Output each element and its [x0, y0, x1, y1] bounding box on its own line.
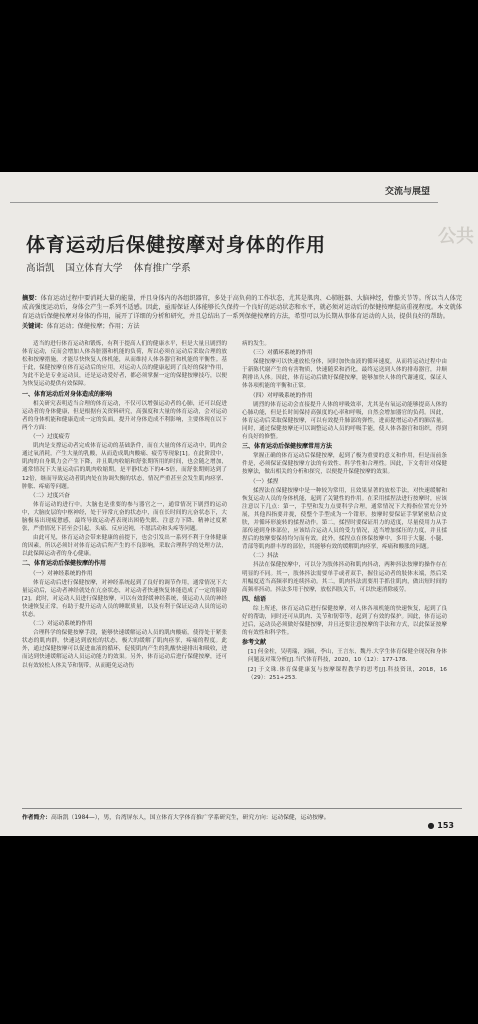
- subheading: （一）对神经系统的作用: [30, 570, 93, 577]
- body-columns: [22, 340, 462, 810]
- author-department: 体育推广学系: [133, 263, 191, 274]
- author-affiliation: 国立体育大学: [65, 263, 123, 274]
- paragraph: 揉捏法在保健按摩中是一种较为常用，且效果显著的放松手法，对快速缓解和恢复运动人员的身体机能，起到了关键性的作用。在采用揉捏法进行按摩时，应该注意以下几点：第一，手型和发力点要科学合理，通常情况下大拇指位置充分外展，其他四指要并拢，使整个手型成为一个钳形。按摩时要保证手掌紧密贴合皮肤，并循环形旋转的揉捏动作。第二，揉捏时要保证用力的适度，尽量使用力从手部传递到身体部位，应该结合运动人员的受力情况，适当增加揉压的力度，并且揉捏后的按摩要保持均匀而有效。此外，揉捏点在体保按摩中，多用于大腿、小腿、背部等肌肉群丰厚的部位，其能够有效的缓解肌肉痉挛，疼痛和酸胀的问题。: [242, 487, 447, 551]
- abstract: [22, 294, 462, 331]
- paragraph: 相关研究表明适当合理的体育运动，不仅可以增强运动者的心肺，还可以促进运动者的身体健康，但是根据有关资料研究，高强度和大量的体育运动，会对运动者的身体机能和健康造成一定的负面，提升对身体造成不利影响，主要体现在以下两个方面：: [22, 400, 227, 431]
- keywords-label: 关键词：: [22, 323, 47, 330]
- paragraph: 掌握正确的体育运动后保健按摩，起到了极为重要的意义和作用，但是而前条件是，必须保证保健按摩方法的有效性、科学性和合理性。因此，下文将针对保健按摩法，做出相关的分析和探究，以便提升保健按摩的效果。: [242, 453, 447, 476]
- keywords-text: 体育运动；保健按摩；作用；方法: [46, 323, 140, 330]
- paragraph: 剧烈的体育运动会直接提升人体的呼吸效率，尤其是有氧运动能够提高人体的心肺功能，但是长时间保持高强度的心率和呼吸，自然会增加器官的负荷。因此，体育运动后采取保健按摩，可以有效提升肺部的弹性，进而提增运动者的肺活量。同时，通过保健按摩还可以调整运动人员的呼吸手能，使人体各器官和组织，得到有良好的修整。: [242, 401, 447, 441]
- paragraph: 体育运动的进行中，大脑也是重要的参与器官之一，通常情况下剧烈的运动中，大脑皮层的中枢神经，处于异常亢奋的状态中，而在长时间的亢奋状态下，大脑极易出现疲惫感，最终导致运动者表现出困倦失眠、注意力下降、精神过度紧张，严重情况下甚至会引起，头痛、反应迟钝，不愿活动和头疼等问题。: [22, 501, 227, 533]
- paragraph: 体育运动后进行保健按摩，对神经系统起到了良好的调节作用，通常情况下大量运动后，运动者神经就处在亢奋状态，对运动者快速恢复体能造成了一定的阻碍[2]。此时，对运动人员进行保健按摩，可以有效舒缓神经系统，使运动人员的神经快速恢复正常，有助于提升运动人员的睡眠质量，以及有利于保证运动人员的运动状态。: [22, 579, 227, 618]
- section-heading-3: 三、体育运动后保健按摩常用方法: [242, 443, 333, 451]
- section-label: 交流与展望: [384, 187, 430, 197]
- footnote-label: 作者简介：: [22, 815, 51, 821]
- subheading: （三）对循环系统的作用: [250, 350, 313, 357]
- author-name: 高诣凯: [26, 263, 55, 274]
- footnote-text: 高诣凯（1984—），男，台湾屏东人，国立体育大学体育推广学系研究生，研究方向：运动保健，运动按摩。: [51, 815, 330, 821]
- subheading: （二）对运动系统的作用: [30, 621, 93, 628]
- subheading: （二）抖法: [250, 553, 279, 560]
- section-heading-2: 二、体育运动后保健按摩的作用: [22, 560, 107, 568]
- header-rule: [10, 202, 438, 203]
- paragraph: 肌肉是支撑运动者完成体育运动的基础条件，而在大量的体育运动中，肌肉会通过氧消耗，产生大量的乳酸，从而造成肌肉酸痛、疲劳等现象[1]。在此阶段中，肌肉的自身肌力会产生下降，并且肌肉收缩和舒张期所用的时间，也会随之增加，通常情况下大量运动后的肌肉收缩期，是平静状态下的4-5倍，而舒张期则达到了12倍，继而导致运动者肌肉处在协调失衡的状态，情况严重甚至会发生肌肉痉挛、肿胀、疼痛等问题。: [22, 443, 227, 490]
- paragraph: 抖法在保健按摩中，可以分为肢体抖动和肌肉抖动，两种抖法按摩的操作存在明显的不同。其一，肢体抖法需要单手或者双手，握住运动者的肢体末端，然后采用幅度适当高频率的连续抖动。其二，肌肉抖法需要用手抓住肌肉，做出短时间的高频率抖动。抖法多用于按摩，放松四肢关节，可以快速消除疲劳。: [242, 562, 447, 593]
- subheading: （一）揉捏: [250, 478, 279, 485]
- author-footnote: [22, 808, 462, 821]
- page-number: ● 153: [427, 821, 454, 830]
- paragraph: 由此可见，体育运动会带来健康的前提下，也会引发出一系列不利于身体健康的因素，所以必须针对体育运动后所产生的不良影响，采取合理科学的处理方法，以此保障运动者的身心健康。: [22, 535, 227, 558]
- section-heading-4: 四、结语: [242, 595, 267, 603]
- subheading: （四）对呼吸系统的作用: [250, 392, 313, 399]
- reference-item: [1] 何金柱，吴明瑞，刘硕，李山，王言东，魏丹.大学生体育保健全现况和身体问题及对策分析[J].当代体育科技，2020，10（12）：177-178.: [248, 649, 447, 664]
- paragraph: 病的发生。: [242, 341, 270, 347]
- subheading: （一）过度疲劳: [30, 434, 70, 441]
- section-heading-1: 一、体育运动后对身体造成的影响: [22, 390, 113, 398]
- paragraph: 综上所述，体育运动后进行保健按摩，对人体各项机能的快速恢复，起到了良好的帮助，同时还可从肌肉、关节和韧带等，起到了有效的保护。因此，体育运动过后，运动员必须做好保健按摩，并且还要注意按摩的手法和方式，以此保证按摩的有效性和科学性。: [242, 605, 447, 637]
- right-column: [242, 340, 447, 810]
- page-marker-icon: ●: [427, 821, 435, 830]
- abstract-text: 体育运动过程中要消耗大量的能量，并且身体内的各组织器官，多处于高负荷的工作状态，尤其是肌肉、心肺脏器、大脑神经，骨骼关节等。所以当人体完成高强度运动后，身体会产生一系列不适感。因此，亟需保证人体能够长久保持一个良好的运动状态和水平，就必须对运动后的保健按摩提高重视程度。本文就体育运动后保健按摩对身体的作用，展开了详细的分析和研究，并且总结出了一系列保健按摩的方法，希望可以为长期从事体育运动的人员，提供良好的帮助。: [22, 295, 462, 320]
- intro-paragraph: 适当的进行体育运动和锻炼，有利于提高人们的健康水平，但是大量且剧烈的体育运动，反而会增加人体各脏器和机能的负荷，所以必须在运动后采取合理的放松和按摩措施，才能尽快恢复人体机能，从而维持人体各器官和机能的平衡性。基于此，保健按摩在体育运动后的应用，对运动人员的健康起到了良好的保护作用，为此不论是专业运动员，还是运动爱好者，都必须掌握一定的保健按摩技巧，以便为恢复运动提供有效保障。: [22, 341, 227, 388]
- author-line: [26, 260, 199, 274]
- left-column: [22, 340, 227, 810]
- bleed-through-text: 公共: [438, 226, 474, 247]
- article-title: 体育运动后保健按摩对身体的作用: [26, 234, 327, 256]
- paragraph: 保健按摩可以快速放松身体，同时加快血液的循环速度，从而将运动过程中由于新陈代谢产生的有害物质，快速随采和消化，最终运送到人体的排毒器官，并顺利排出人体。因此，体育运动后做好保健按摩，能够加快人体的代谢速度，保证人体各项机能的平衡和正常。: [242, 359, 447, 390]
- keywords: [22, 322, 462, 331]
- abstract-label: 摘要：: [22, 295, 41, 302]
- journal-page: [0, 172, 478, 836]
- paragraph: 合理科学的保健按摩手段，能够快速缓解运动人员的肌肉酸痛，使得处于紧张状态的肌肉群，快速达到放松的状态，极大的缓解了肌肉痉挛，疼痛的程度。此外，通过保健按摩可以促进血液的循环，促使肌肉产生的乳酸快速排出和吸收，进而达到快速缓解运动人员运动能力的效果。另外，体育运动后进行保健按摩，还可以有效较松人体关节和韧带，从而避免运动伤: [22, 630, 227, 669]
- references-heading: 参考文献: [242, 639, 267, 647]
- reference-item: [2] 于文珠.体育保健康复与按摩课程教学的思考[J].科技资讯，2018，16（29）：251+253.: [248, 666, 447, 681]
- subheading: （二）过度兴奋: [30, 492, 70, 499]
